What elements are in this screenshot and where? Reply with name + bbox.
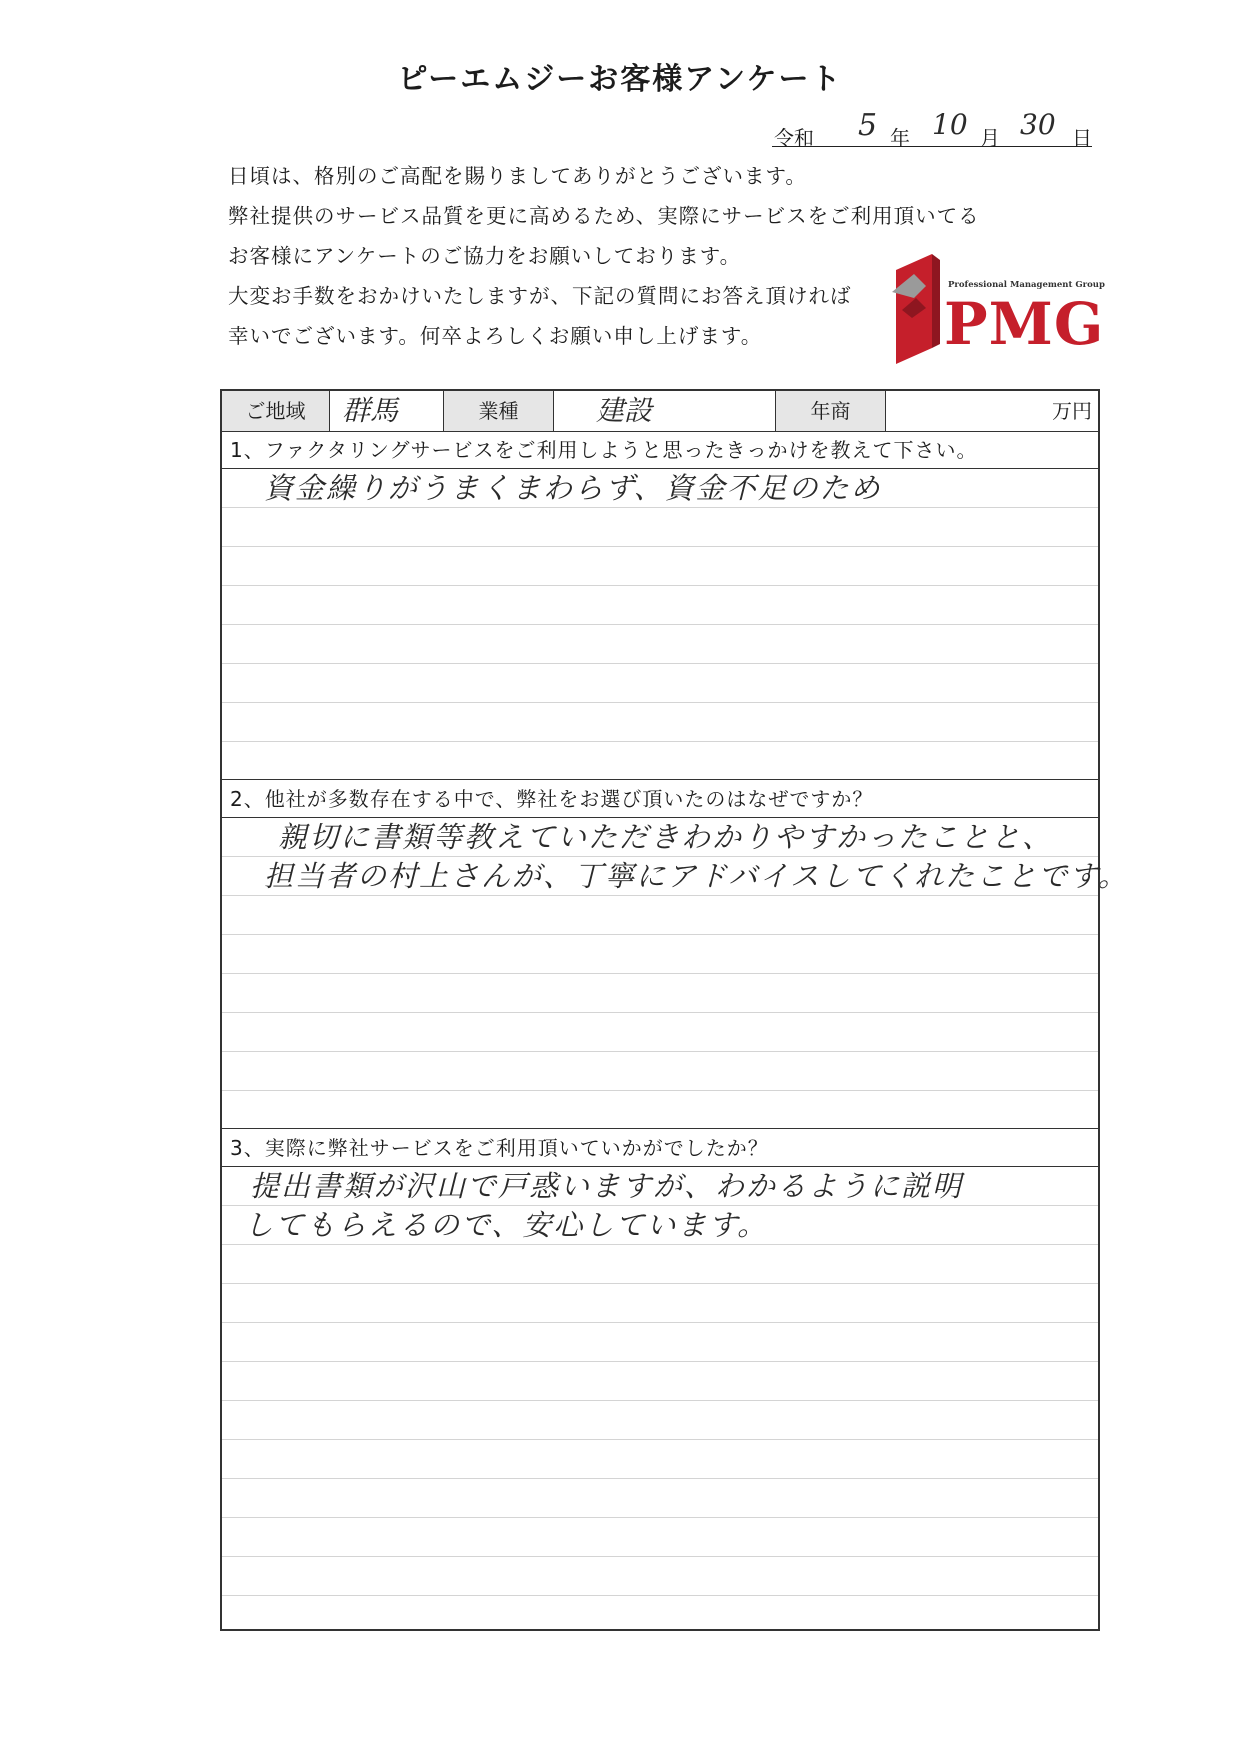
answer-line: 親切に書類等教えていただきわかりやすかったことと、 [278, 820, 1054, 854]
date-day-value: 30 [1020, 108, 1056, 141]
answer-line: してもらえるので、安心しています。 [244, 1208, 769, 1242]
question-1-label: 1、ファクタリングサービスをご利用しようと思ったきっかけを教えて下さい。 [222, 431, 1098, 469]
answer-line: 担当者の村上さんが、丁寧にアドバイスしてくれたことです。 [264, 859, 1129, 893]
date-month-label: 月 [980, 126, 1000, 150]
question-2-answer [222, 818, 1129, 1128]
intro-text [228, 156, 980, 356]
survey-title: ピーエムジーお客様アンケート [397, 62, 843, 97]
logo-tagline: Professional Management Group [948, 280, 1105, 290]
intro-line: 幸いでございます。何卒よろしくお願い申し上げます。 [228, 324, 763, 348]
pmg-logo [892, 252, 1104, 364]
question-3-label: 3、実際に弊社サービスをご利用頂いていかがでしたか？ [222, 1129, 1098, 1167]
question-3-answer [222, 1167, 1098, 1629]
logo-brand: PMG [944, 290, 1105, 358]
intro-line: 大変お手数をおかけいたしますが、下記の質問にお答え頂ければ [228, 284, 852, 308]
answer-line: 提出書類が沢山で戸惑いますが、わかるように説明 [250, 1169, 964, 1203]
survey-form [220, 389, 1129, 1631]
revenue-label: 年商 [776, 391, 886, 431]
question-1-section [222, 431, 1098, 780]
date-era: 令和 [774, 126, 814, 150]
date-month-value: 10 [932, 108, 968, 141]
revenue-unit: 万円 [1052, 399, 1092, 423]
date-year-value: 5 [858, 108, 878, 143]
date-year-label: 年 [890, 126, 910, 150]
question-2-section [222, 780, 1129, 1129]
region-label: ご地域 [222, 391, 330, 431]
logo-mark-icon [892, 252, 952, 364]
industry-value: 建設 [554, 391, 776, 431]
region-value: 群馬 [330, 391, 444, 431]
intro-line: お客様にアンケートのご協力をお願いしております。 [228, 244, 742, 268]
intro-line: 弊社提供のサービス品質を更に高めるため、実際にサービスをご利用頂いてる [228, 204, 980, 228]
question-3-section [222, 1129, 1098, 1629]
question-2-label: 2、他社が多数存在する中で、弊社をお選び頂いたのはなぜですか？ [222, 780, 1098, 818]
date-line [772, 108, 1092, 150]
revenue-field [886, 391, 1098, 431]
date-day-label: 日 [1072, 126, 1092, 150]
question-1-answer [222, 469, 1098, 779]
answer-line: 資金繰りがうまくまわらず、資金不足のため [264, 471, 882, 505]
intro-line: 日頃は、格別のご高配を賜りましてありがとうございます。 [228, 164, 807, 188]
industry-label: 業種 [444, 391, 554, 431]
info-row [222, 391, 1098, 432]
